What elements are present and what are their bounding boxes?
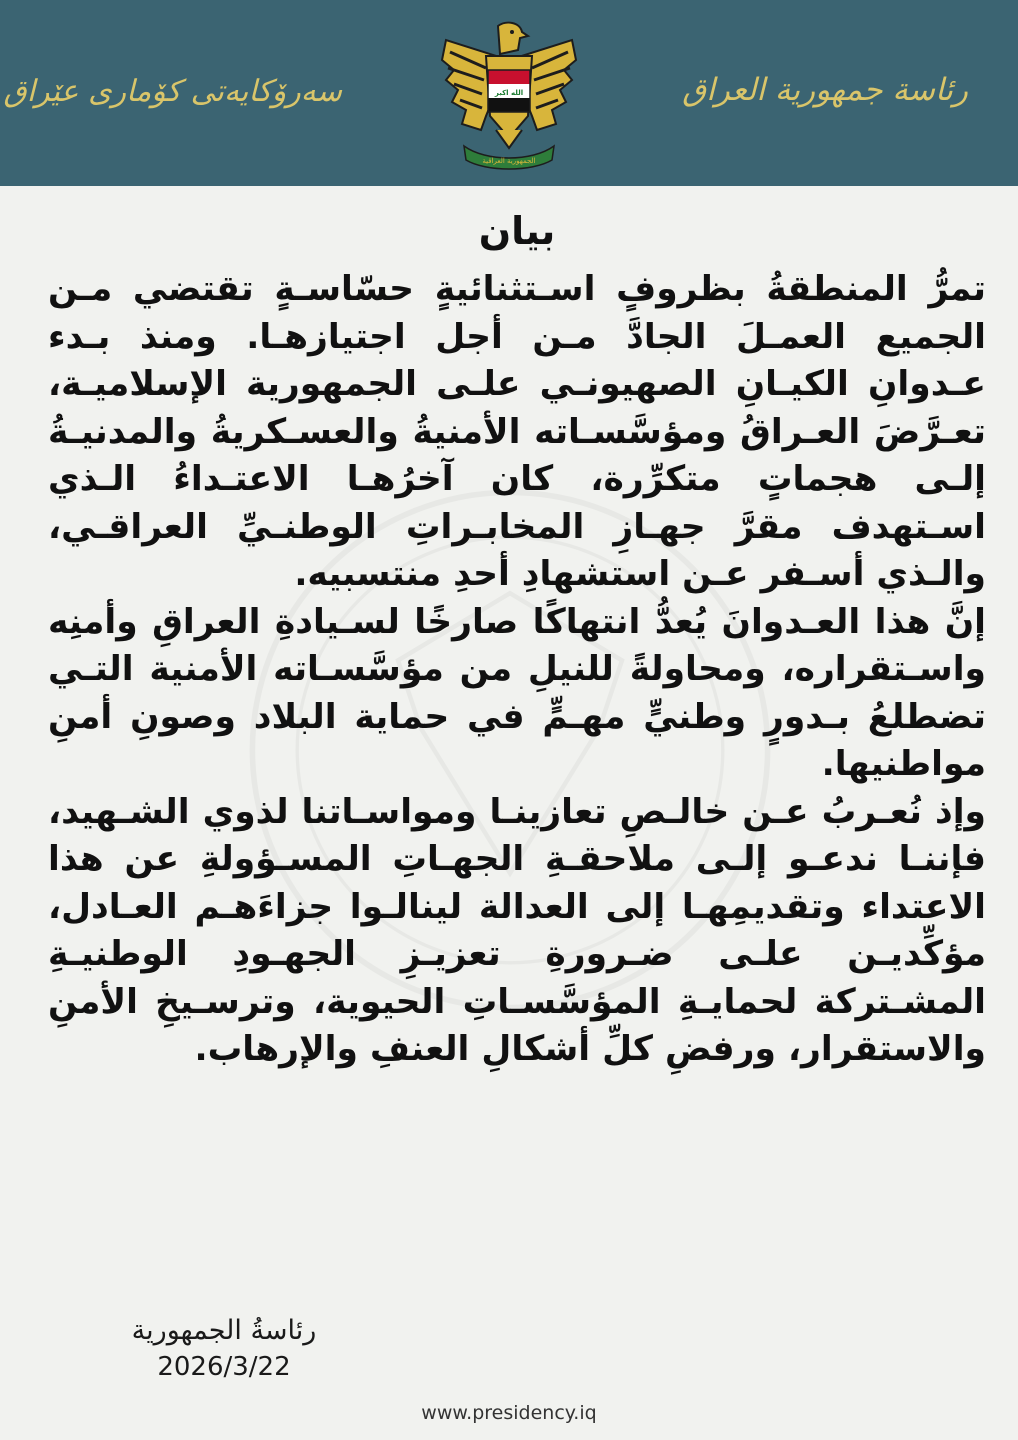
- flag-text: الله اكبر: [494, 89, 524, 97]
- signature-block: [96, 1312, 352, 1384]
- eagle-emblem-icon: [436, 20, 582, 170]
- statement-paragraph-3: وإذ نُعـربُ عـن خالـصِ تعازينـا ومواسـاتنا لذوي الشـهيد، فإننـا ندعـو إلـى ملاحقـةِ الجهـاتِ المسـؤولةِ عن هذا الاعتداء وتقديمِهـا إلى العدالة لينالـوا جزاءَهـم العـادل، مؤكِّديـن علـى ضـرورةِ تعزيـزِ الجهـودِ الوطنيـةِ المشـتركة لحمايـةِ المؤسَّسـاتِ الحيوية، وترسـيخِ الأمنِ والاستقرار، ورفضِ كلِّ أشكالِ العنفِ والإرهاب.: [48, 791, 986, 1069]
- header-bar: [0, 0, 1018, 186]
- header-arabic-title: رئاسة جمهورية العراق: [682, 72, 968, 108]
- banner-text: الجمهورية العراقية: [482, 157, 536, 165]
- signature-name: رئاسةُ الجمهورية: [131, 1315, 317, 1346]
- signature-date: 2026/3/22: [157, 1352, 291, 1382]
- statement-paragraph-1: تمرُّ المنطقةُ بظروفٍ اسـتثنائيةٍ حسّاسـةٍ تقتضي مـن الجميع العمـلَ الجادَّ مـن أجل اجتيازهـا. ومنذ بـدء عـدوانِ الكيـانِ الصهيونـي علـى الجمهورية الإسلاميـة، تعـرَّضَ العـراقُ ومؤسَّسـاته الأمنيةُ والعسـكريةُ والمدنيـةُ إلـى هجماتٍ متكرِّرة، كان آخرُهـا الاعتـداءُ الـذي اسـتهدف مقرَّ جهـازِ المخابـراتِ الوطنـيِّ العراقـي، والـذي أسـفر عـن استشهادِ أحدِ منتسبيه.: [48, 269, 986, 594]
- statement-title: بيان: [478, 209, 556, 253]
- statement-body: [48, 196, 986, 1074]
- header-kurdish-title: سەرۆکایەتی کۆماری عێراق: [3, 74, 342, 109]
- website-link[interactable]: www.presidency.iq: [421, 1402, 597, 1424]
- statement-paragraph-2: إنَّ هذا العـدوانَ يُعدُّ انتهاكًا صارخًا لسـيادةِ العراقِ وأمنِه واسـتقراره، ومحاولةً للنيلِ من مؤسَّسـاته الأمنية التـي تضطلعُ بـدورٍ وطنيٍّ مهـمٍّ في حماية البلاد وصونِ أمنِ مواطنيها.: [48, 601, 986, 784]
